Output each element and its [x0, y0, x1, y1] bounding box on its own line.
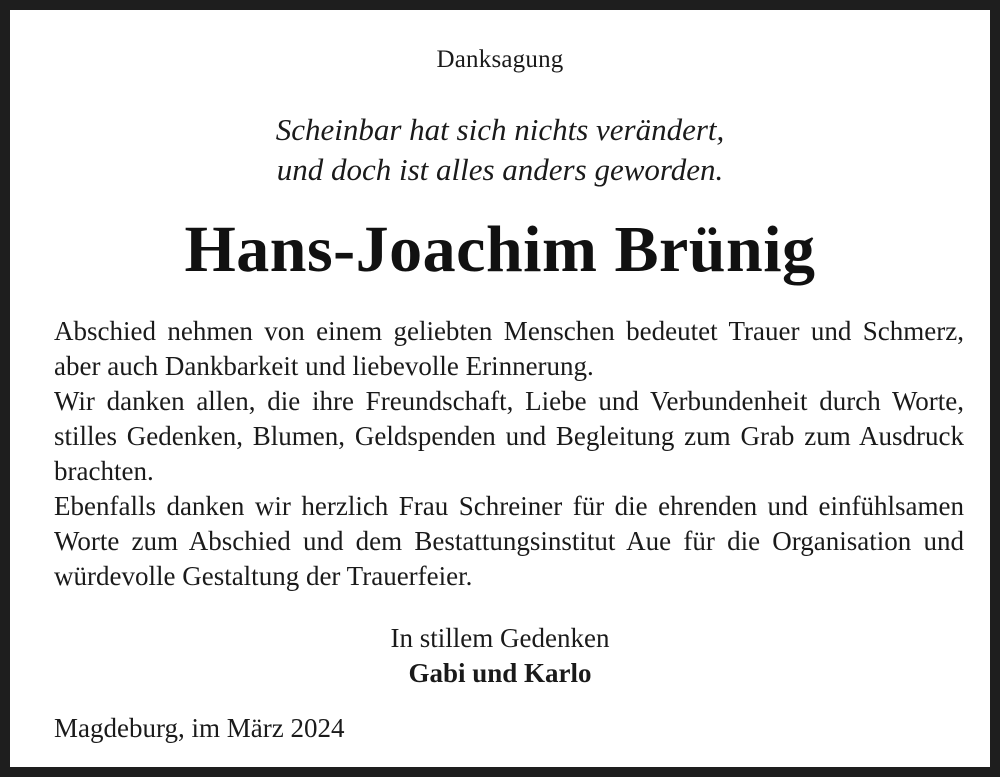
closing	[10, 621, 990, 691]
notice-heading: Danksagung	[436, 46, 564, 73]
motto-line-2: und doch ist alles anders geworden.	[276, 152, 724, 187]
paragraph-1: Abschied nehmen von einem geliebten Menschen bedeutet Trauer und Schmerz, aber auch Dankbarkeit und liebevolle Erinnerung.	[54, 316, 964, 381]
deceased-name: Hans-Joachim Brünig	[184, 213, 816, 286]
motto	[10, 110, 990, 190]
signers: Gabi und Karlo	[408, 658, 592, 688]
paragraph-3: Ebenfalls danken wir herzlich Frau Schreiner für die ehrenden und einfühlsamen Worte zum Abschied und dem Bestattungsinstitut Aue für die Organisation und würdevolle Gestaltung der Trauerfeier.	[54, 491, 964, 591]
closing-phrase: In stillem Gedenken	[390, 623, 610, 653]
body-text	[54, 314, 964, 594]
place-date: Magdeburg, im März 2024	[54, 713, 345, 743]
motto-line-1: Scheinbar hat sich nichts verändert,	[275, 112, 725, 147]
paragraph-2: Wir danken allen, die ihre Freundschaft, Liebe und Verbundenheit durch Worte, stilles Gedenken, Blumen, Geldspenden und Begleitung zum Grab zum Ausdruck brachten.	[54, 386, 964, 486]
